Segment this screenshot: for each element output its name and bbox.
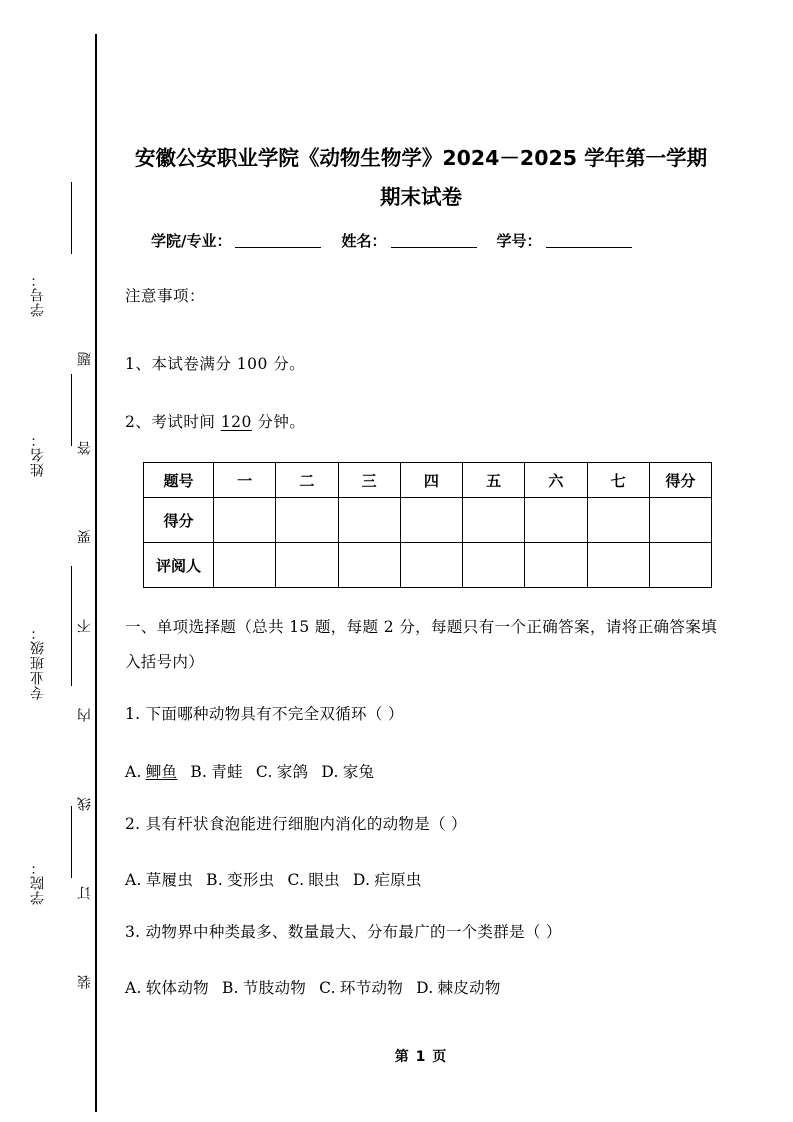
question-text: 动物界中种类最多、数量最大、分布最广的一个类群是（ ） — [145, 923, 562, 941]
binding-margin — [0, 0, 96, 1122]
college-major-blank[interactable] — [235, 233, 321, 248]
score-cell[interactable] — [525, 498, 587, 543]
option-a[interactable] — [125, 763, 177, 781]
seal-char: 内 — [77, 708, 93, 722]
option-a[interactable] — [125, 979, 209, 997]
student-id-label: 学号： — [496, 232, 542, 250]
seal-char: 要 — [77, 530, 93, 544]
binding-field-rule — [71, 806, 72, 878]
question-stem-3 — [125, 920, 562, 942]
option-label: A. — [125, 871, 142, 889]
score-cell[interactable] — [276, 498, 338, 543]
notes-item-2-prefix: 2、考试时间 — [125, 413, 216, 431]
table-row-header — [144, 463, 712, 498]
question-number: 1. — [125, 705, 141, 723]
notes-item-1: 1、本试卷满分 100 分。 — [125, 355, 306, 373]
option-text: 草履虫 — [145, 871, 194, 889]
option-label: C. — [319, 979, 336, 997]
margin-label-college: 学院： — [30, 860, 46, 905]
option-text: 家鸽 — [276, 763, 309, 781]
question-text: 具有杆状食泡能进行细胞内消化的动物是（ ） — [145, 815, 467, 833]
student-id-blank[interactable] — [546, 233, 632, 248]
exam-duration-value: 120 — [220, 413, 252, 431]
reviewer-cell[interactable] — [400, 543, 462, 588]
option-text: 变形虫 — [227, 871, 275, 889]
reviewer-cell[interactable] — [338, 543, 400, 588]
option-b[interactable] — [206, 871, 274, 889]
table-row — [144, 498, 712, 543]
option-d[interactable] — [353, 871, 422, 889]
score-cell[interactable] — [587, 498, 649, 543]
option-c[interactable] — [319, 979, 403, 997]
seal-char: 答 — [77, 441, 93, 455]
seal-char: 装 — [77, 975, 93, 989]
college-major-label: 学院/专业： — [151, 232, 232, 250]
seal-char: 不 — [77, 619, 93, 633]
option-label: A. — [125, 763, 142, 781]
binding-field-rule — [71, 374, 72, 446]
option-text: 疟原虫 — [374, 871, 422, 889]
score-row-label: 评阅人 — [144, 543, 214, 588]
table-row — [144, 543, 712, 588]
section-heading-1: 一、单项选择题（总共 15 题，每题 2 分，每题只有一个正确答案，请将正确答案填入括号内） — [125, 618, 717, 671]
question-text: 下面哪种动物具有不完全双循环（ ） — [145, 705, 404, 723]
student-info-line — [151, 230, 721, 251]
notes-item-2-suffix: 分钟。 — [257, 413, 306, 431]
name-blank[interactable] — [391, 233, 477, 248]
reviewer-cell[interactable] — [463, 543, 525, 588]
question-number: 3. — [125, 923, 141, 941]
score-table-header-cell: 七 — [587, 463, 649, 498]
page-title: 安徽公安职业学院《动物生物学》2024－2025 学年第一学期期末试卷 — [134, 145, 708, 209]
question-options-1 — [125, 760, 387, 782]
notes-heading: 注意事项： — [125, 287, 206, 305]
question-options-2 — [125, 868, 435, 890]
option-label: B. — [206, 871, 224, 889]
question-stem-1 — [125, 702, 404, 724]
score-table-header-cell: 六 — [525, 463, 587, 498]
name-label: 姓名： — [341, 232, 387, 250]
option-text: 节肢动物 — [242, 979, 307, 997]
option-text: 家兔 — [342, 763, 375, 781]
option-label: B. — [221, 979, 239, 997]
option-label: C. — [255, 763, 273, 781]
score-cell[interactable] — [214, 498, 276, 543]
score-cell[interactable] — [463, 498, 525, 543]
page-footer: 第 1 页 — [394, 1049, 448, 1065]
score-table-header-cell: 四 — [400, 463, 462, 498]
option-label: C. — [287, 871, 305, 889]
option-label: D. — [352, 871, 371, 889]
score-cell[interactable] — [338, 498, 400, 543]
margin-label-student-id: 学号： — [30, 272, 46, 317]
margin-label-name: 姓名： — [30, 432, 46, 477]
option-text: 鲫鱼 — [145, 763, 178, 781]
option-text: 青蛙 — [211, 763, 243, 781]
option-b[interactable] — [222, 979, 306, 997]
score-table-header-cell: 题号 — [144, 463, 214, 498]
seal-char: 订 — [77, 886, 93, 900]
score-cell[interactable] — [400, 498, 462, 543]
reviewer-cell[interactable] — [214, 543, 276, 588]
option-text: 软体动物 — [145, 979, 209, 997]
question-options-3 — [125, 976, 514, 998]
option-text: 眼虫 — [308, 871, 340, 889]
content-column — [125, 0, 725, 1122]
binding-field-rule — [71, 566, 72, 686]
question-number: 2. — [125, 815, 141, 833]
score-cell[interactable] — [649, 498, 711, 543]
score-table-header-cell: 三 — [338, 463, 400, 498]
score-table — [143, 462, 712, 588]
option-b[interactable] — [190, 763, 243, 781]
score-table-header-cell: 二 — [276, 463, 338, 498]
option-text: 环节动物 — [339, 979, 404, 997]
score-table-header-cell: 一 — [214, 463, 276, 498]
option-c[interactable] — [256, 763, 308, 781]
reviewer-cell[interactable] — [587, 543, 649, 588]
option-d[interactable] — [321, 763, 374, 781]
option-a[interactable] — [125, 871, 193, 889]
score-row-label: 得分 — [144, 498, 214, 543]
binding-field-rule — [71, 182, 72, 254]
binding-main-rule — [95, 34, 97, 1112]
reviewer-cell[interactable] — [649, 543, 711, 588]
question-stem-2 — [125, 812, 467, 834]
score-table-header-cell: 得分 — [649, 463, 711, 498]
reviewer-cell[interactable] — [525, 543, 587, 588]
score-table-header-cell: 五 — [463, 463, 525, 498]
option-c[interactable] — [287, 871, 339, 889]
option-text: 棘皮动物 — [437, 979, 501, 997]
option-d[interactable] — [416, 979, 501, 997]
margin-label-class: 专业班级： — [30, 625, 46, 700]
option-label: D. — [416, 979, 434, 997]
option-label: B. — [190, 763, 208, 781]
seal-char: 题 — [77, 352, 93, 366]
seal-char: 线 — [77, 797, 93, 811]
option-label: A. — [125, 979, 142, 997]
notes-item-2 — [125, 410, 305, 432]
reviewer-cell[interactable] — [276, 543, 338, 588]
option-label: D. — [321, 763, 339, 781]
